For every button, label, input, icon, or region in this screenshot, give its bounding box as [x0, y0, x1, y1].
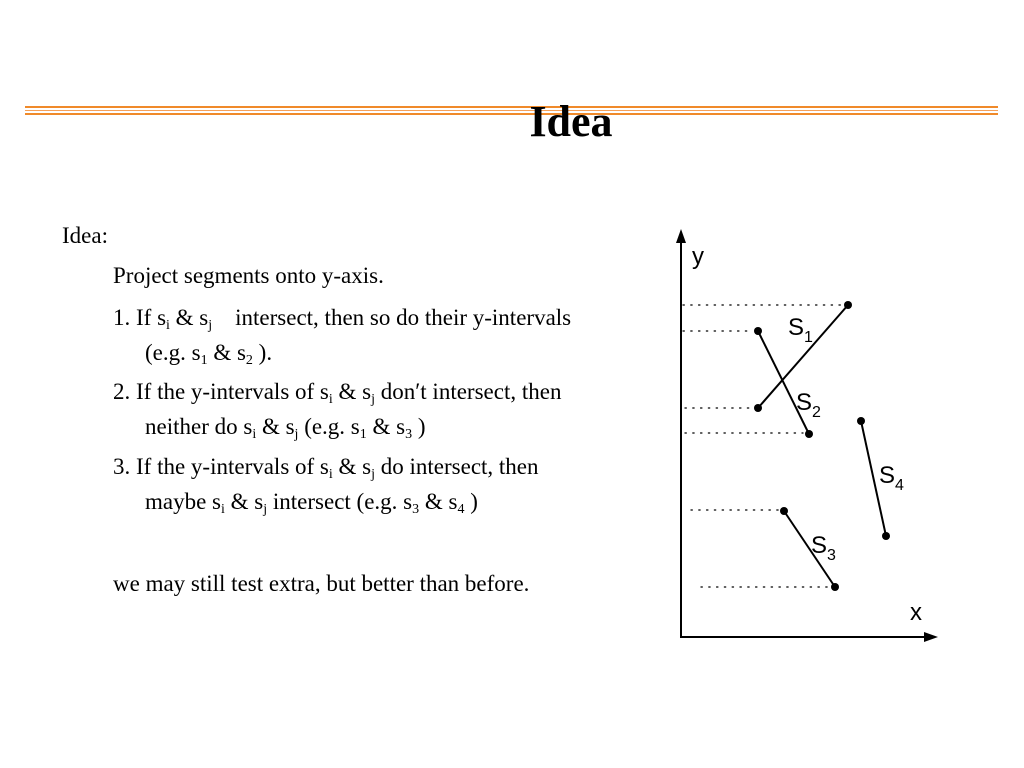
label-letter: S	[811, 532, 828, 559]
endpoint	[780, 507, 788, 515]
text-run: intersect (e.g. s	[267, 489, 413, 514]
endpoint	[831, 583, 839, 591]
y-axis-arrow	[676, 229, 686, 243]
label-index: 1	[804, 329, 813, 346]
text-run: 1. If s	[113, 305, 167, 330]
subscript: i	[252, 427, 257, 442]
subscript: j	[294, 427, 299, 442]
text-run: neither do s	[145, 414, 253, 439]
x-axis-label: x	[910, 599, 922, 626]
closing-text: we may still test extra, but better than before.	[113, 571, 530, 596]
slide-title: Idea	[529, 97, 613, 146]
segment-label-s1	[788, 314, 813, 346]
text-run: ).	[252, 340, 273, 365]
subscript: j	[208, 318, 213, 333]
text-run: intersect, then so do their y-intervals	[212, 305, 572, 330]
endpoint	[857, 417, 865, 425]
y-axis-label: y	[692, 243, 704, 270]
subscript: i	[221, 502, 225, 517]
text-run: & s	[169, 305, 209, 330]
subscript: i	[328, 392, 333, 407]
text-run: 3. If the y-intervals of s	[113, 454, 329, 479]
heading-idea: Idea:	[62, 223, 108, 248]
subscript: j	[263, 502, 268, 517]
text-run: do intersect, then	[375, 454, 539, 479]
subscript: i	[166, 318, 170, 333]
text-run: & s	[207, 340, 246, 365]
segment-s1	[758, 331, 809, 434]
label-index: 3	[827, 547, 836, 564]
text-run: & s	[332, 379, 372, 404]
text-run: & s	[256, 414, 295, 439]
text-run: don′t intersect, then	[375, 379, 562, 404]
label-index: 2	[812, 404, 821, 421]
subscript: j	[371, 467, 376, 482]
segment-label-s4	[879, 462, 904, 494]
subscript: 4	[457, 502, 465, 517]
subscript: 3	[412, 502, 420, 517]
text-run: (e.g. s	[298, 414, 360, 439]
x-axis-arrow	[924, 632, 938, 642]
text-run: (e.g. s	[145, 340, 201, 365]
endpoint	[754, 404, 762, 412]
subscript: i	[328, 467, 333, 482]
subscript: 1	[359, 427, 367, 442]
text-run: & s	[224, 489, 264, 514]
intro-text: Project segments onto y-axis.	[113, 263, 384, 288]
text-run: & s	[419, 489, 458, 514]
segment-label-s3	[811, 532, 836, 564]
text-run: )	[412, 414, 426, 439]
subscript: 2	[245, 353, 253, 368]
text-run: maybe s	[145, 489, 222, 514]
text-run: )	[464, 489, 478, 514]
endpoint	[844, 301, 852, 309]
endpoint	[754, 327, 762, 335]
text-run: & s	[332, 454, 372, 479]
endpoint	[805, 430, 813, 438]
label-letter: S	[796, 389, 813, 416]
endpoint	[882, 532, 890, 540]
label-letter: S	[879, 462, 896, 489]
text-run: 2. If the y-intervals of s	[113, 379, 329, 404]
label-index: 4	[895, 477, 904, 494]
subscript: 3	[405, 427, 413, 442]
subscript: 1	[200, 353, 208, 368]
text-run: & s	[366, 414, 406, 439]
subscript: j	[371, 392, 376, 407]
label-letter: S	[788, 314, 805, 341]
